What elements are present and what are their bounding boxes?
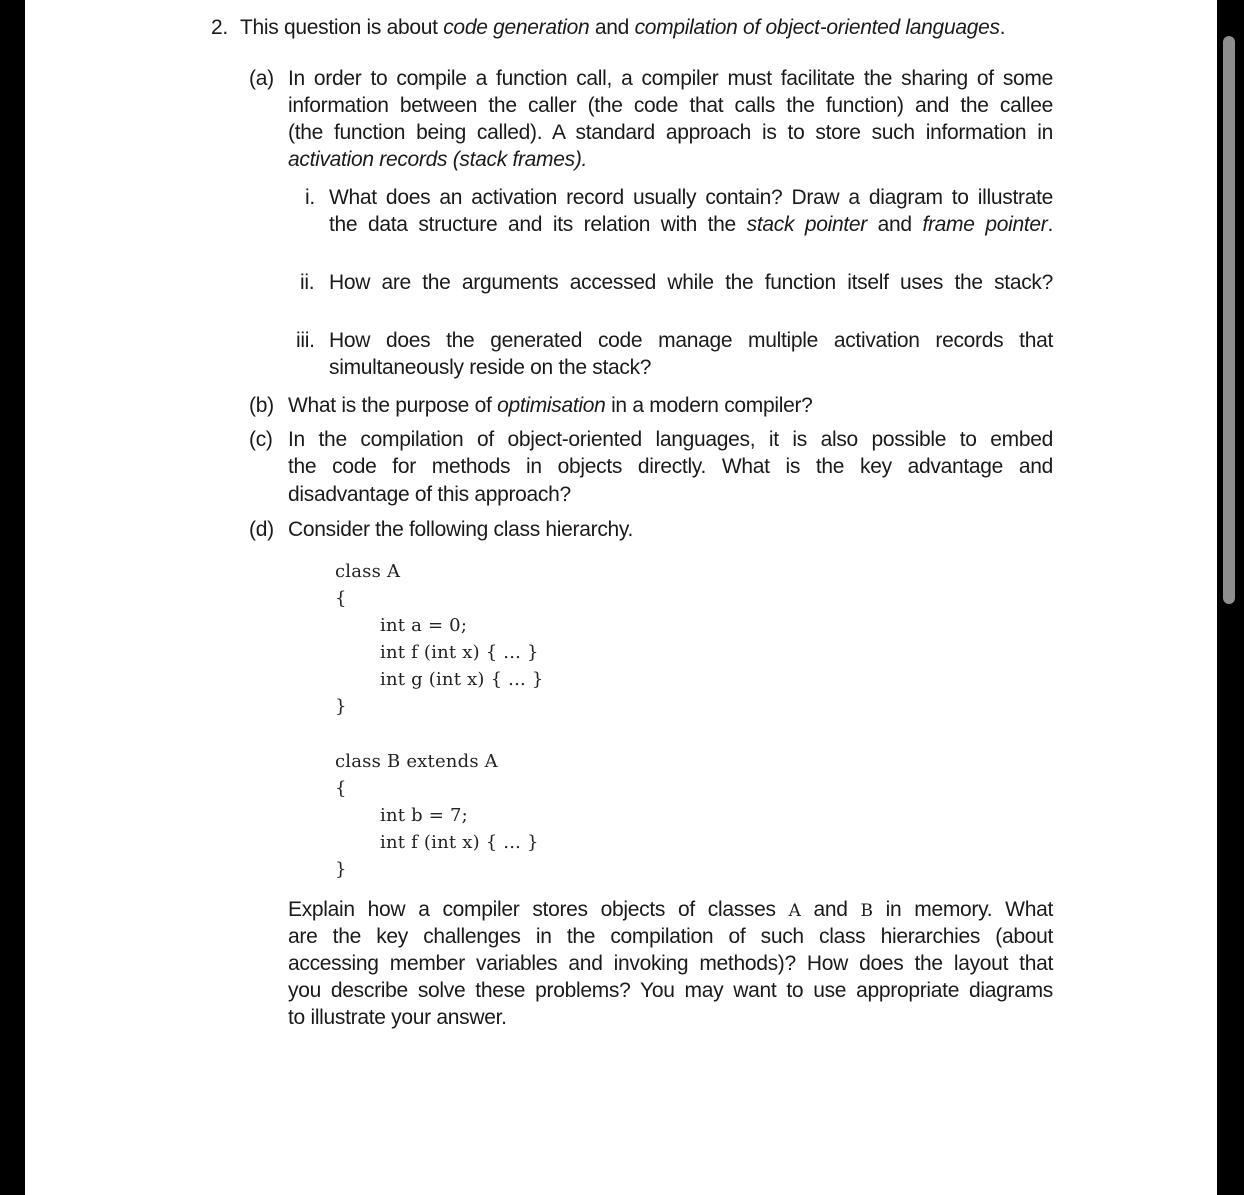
document-page <box>25 0 1217 1195</box>
code-class-b-close: } <box>335 859 347 880</box>
part-d-explain-line-2: are the key challenges in the compilation of such class hierarchies (about <box>288 925 1053 948</box>
sub-iii-line-1: How does the generated code manage multiple activation records that <box>329 329 1053 352</box>
part-c-line-3: disadvantage of this approach? <box>288 483 571 506</box>
part-c-line-1: In the compilation of object-oriented languages, it is also possible to embed <box>288 428 1053 451</box>
sub-ii-label: ii. <box>300 271 315 294</box>
vertical-scrollbar-thumb[interactable] <box>1223 36 1235 604</box>
sub-i-label: i. <box>305 186 315 209</box>
code-class-b-open: { <box>335 778 347 799</box>
part-a-label: (a) <box>249 67 274 90</box>
code-class-a-line-1: int a = 0; <box>380 615 468 636</box>
part-d-line-1: Consider the following class hierarchy. <box>288 518 634 541</box>
part-b-line-1: What is the purpose of optimisation in a modern compiler? <box>288 394 813 417</box>
question-content <box>25 0 1217 1195</box>
part-d-explain-line-1: Explain how a compiler stores objects of classes A and B in memory. What <box>288 898 1053 921</box>
code-class-a-line-3: int g (int x) { ... } <box>380 669 544 690</box>
code-class-b-line-2: int f (int x) { ... } <box>380 832 539 853</box>
part-d-explain-line-3: accessing member variables and invoking methods)? How does the layout that <box>288 952 1053 975</box>
sub-ii-line-1: How are the arguments accessed while the function itself uses the stack? <box>329 271 1053 294</box>
part-a-line-2: information between the caller (the code that calls the function) and the callee <box>288 94 1053 117</box>
part-c-label: (c) <box>249 428 273 451</box>
part-c-line-2: the code for methods in objects directly. What is the key advantage and <box>288 455 1053 478</box>
sub-iii-line-2: simultaneously reside on the stack? <box>329 356 652 379</box>
part-a-line-3: (the function being called). A standard approach is to store such information in <box>288 121 1053 144</box>
part-d-explain-line-5: to illustrate your answer. <box>288 1006 507 1029</box>
code-class-a-close: } <box>335 696 347 717</box>
part-b-label: (b) <box>249 394 274 417</box>
code-class-a-open: { <box>335 588 347 609</box>
question-number: 2. <box>211 16 228 39</box>
part-d-label: (d) <box>249 518 274 541</box>
part-a-line-4: activation records (stack frames). <box>288 148 588 171</box>
sub-iii-label: iii. <box>296 329 315 352</box>
code-class-a-header: class A <box>335 561 401 582</box>
code-class-b-header: class B extends A <box>335 751 498 772</box>
code-class-b-line-1: int b = 7; <box>380 805 468 826</box>
question-intro: This question is about code generation and compilation of object-oriented languages. <box>240 16 1006 39</box>
part-d-explain-line-4: you describe solve these problems? You may want to use appropriate diagrams <box>288 979 1053 1002</box>
sub-i-line-2: the data structure and its relation with the stack pointer and frame pointer. <box>329 213 1053 236</box>
part-a-line-1: In order to compile a function call, a compiler must facilitate the sharing of some <box>288 67 1053 90</box>
code-class-a-line-2: int f (int x) { ... } <box>380 642 539 663</box>
sub-i-line-1: What does an activation record usually contain? Draw a diagram to illustrate <box>329 186 1053 209</box>
